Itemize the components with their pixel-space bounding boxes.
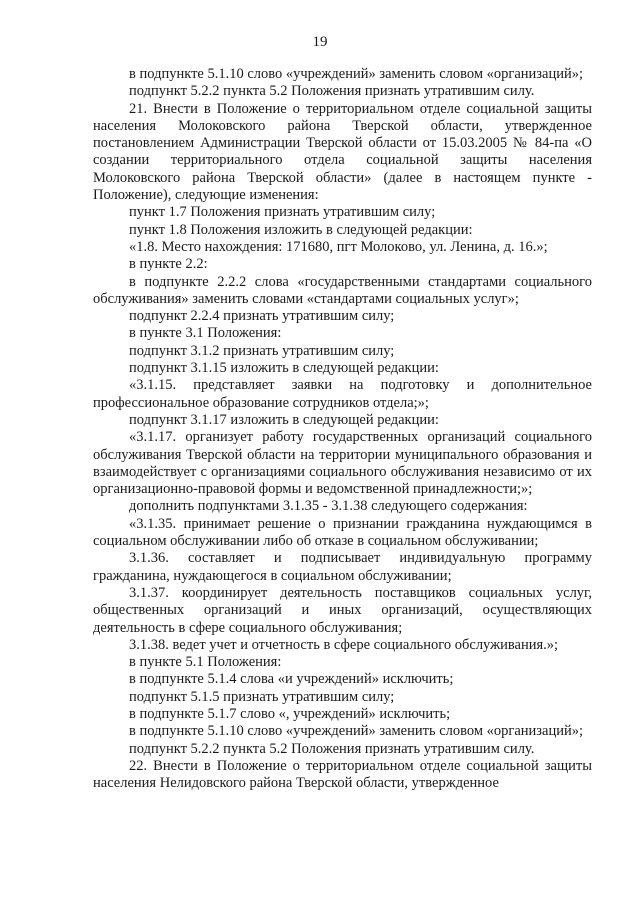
paragraph: подпункт 3.1.15 изложить в следующей редакции:	[129, 360, 439, 377]
paragraph: подпункт 2.2.4 признать утратившим силу;	[129, 308, 395, 325]
paragraph: подпункт 5.1.5 признать утратившим силу;	[129, 688, 395, 705]
document-body	[93, 66, 592, 792]
paragraph: в подпункте 5.1.10 слово «учреждений» заменить словом «организаций»;	[129, 723, 584, 740]
paragraph: в подпункте 5.1.4 слова «и учреждений» исключить;	[129, 671, 454, 688]
paragraph: пункт 1.8 Положения изложить в следующей редакции:	[129, 221, 473, 238]
paragraph: в пункте 2.2:	[129, 256, 208, 273]
paragraph: 21. Внести в Положение о территориальном отделе социальной защиты населения Молоковского района Тверской области, утвержденное постановлением Администрации Тверской области от 15.03.2005 № 84-па «О создании территориального отдела социальной защиты населения Молоковского района Тверской области» (далее в настоящем пункте - Положение), следующие изменения:	[93, 100, 592, 204]
paragraph: подпункт 5.2.2 пункта 5.2 Положения признать утратившим силу.	[129, 83, 535, 100]
paragraph: подпункт 3.1.17 изложить в следующей редакции:	[129, 411, 439, 428]
paragraph: 22. Внести в Положение о территориальном отделе социальной защиты населения Нелидовского района Тверской области, утвержденное	[93, 757, 592, 792]
paragraph: в пункте 5.1 Положения:	[129, 654, 282, 671]
page-number: 19	[312, 34, 328, 50]
paragraph: «3.1.15. представляет заявки на подготовку и дополнительное профессиональное образование сотрудников отдела;»;	[93, 377, 592, 411]
paragraph: «1.8. Место нахождения: 171680, пгт Молоково, ул. Ленина, д. 16.»;	[129, 238, 548, 255]
paragraph: пункт 1.7 Положения признать утратившим силу;	[129, 204, 436, 221]
paragraph: 3.1.36. составляет и подписывает индивидуальную программу гражданина, нуждающегося в социальном обслуживании;	[93, 550, 592, 584]
paragraph: подпункт 5.2.2 пункта 5.2 Положения признать утратившим силу.	[129, 740, 535, 757]
paragraph: «3.1.35. принимает решение о признании гражданина нуждающимся в социальном обслуживании либо об отказе в социальном обслуживании;	[93, 515, 592, 550]
paragraph: в подпункте 2.2.2 слова «государственными стандартами социального обслуживания» заменить словами «стандартами социальных услуг»;	[93, 273, 592, 307]
paragraph: 3.1.38. ведет учет и отчетность в сфере социального обслуживания.»;	[129, 636, 559, 653]
paragraph: дополнить подпунктами 3.1.35 - 3.1.38 следующего содержания:	[129, 498, 528, 515]
paragraph: в подпункте 5.1.7 слово «, учреждений» исключить;	[129, 705, 451, 722]
paragraph: подпункт 3.1.2 признать утратившим силу;	[129, 342, 395, 359]
paragraph: «3.1.17. организует работу государственных организаций социального обслуживания Тверской области на территории муниципального образования и взаимодействует с организациями социального обслуживания независимо от их организационно-правовой формы и ведомственной принадлежности;»;	[93, 429, 592, 498]
paragraph: 3.1.37. координирует деятельность поставщиков социальных услуг, общественных организаций и иных организаций, осуществляющих деятельность в сфере социального обслуживания;	[93, 584, 592, 636]
paragraph: в подпункте 5.1.10 слово «учреждений» заменить словом «организаций»;	[129, 66, 584, 82]
paragraph: в пункте 3.1 Положения:	[129, 325, 282, 342]
